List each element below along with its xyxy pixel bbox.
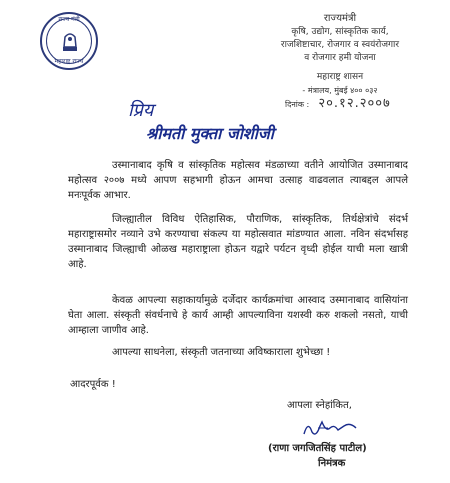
paragraph-4: आपल्या साधनेला, संस्कृती जतनाच्या अविष्काराला शुभेच्छा ! xyxy=(112,347,331,358)
seal-bottom-text: महाराष्ट्र राज्य xyxy=(54,58,84,65)
date-row xyxy=(285,93,391,111)
closing-regards: आपला स्नेहांकित, xyxy=(287,400,352,411)
date-value: २०.१२.२००७ xyxy=(318,96,391,111)
government-seal xyxy=(40,12,98,70)
letterhead-state: महाराष्ट्र शासन xyxy=(316,72,364,82)
paragraph-3: केवळ आपल्या सहाकार्यामुळे दर्जेदार कार्यक्रमांचा आस्वाद उस्मानाबाद वासियांना घेता आला. संस्कृती संवर्धनाचे हे कार्य आम्ही आपल्याविना यशस्वी करु शकलो नसतो, याची आम्हाला जाणीव आहे. xyxy=(68,295,408,336)
letterhead-portfolio-line1: कृषि, उद्योग, सांस्कृतिक कार्य, xyxy=(291,27,389,37)
seal-top-text: राज्य मंत्री xyxy=(58,16,80,23)
letterhead-portfolio-line3: व रोजगार हमी योजना xyxy=(304,53,376,63)
letterhead xyxy=(240,12,440,97)
addressee-name: श्रीमती मुक्ता जोशीजी xyxy=(146,124,274,143)
paragraph-1: उस्मानाबाद कृषि व सांस्कृतिक महोत्सव मंडळाच्या वतीने आयोजित उस्मानाबाद महोत्सव २००७ मध्ये आपण सहभागी होऊन आमचा उत्साह वाढवलात त्याबद्दल आपले मनःपूर्वक आभार. xyxy=(68,160,408,201)
date-label: दिनांक : xyxy=(285,100,310,109)
paragraph-5: आदरपूर्वक ! xyxy=(70,379,116,390)
letterhead-portfolio-line2: राजशिष्टाचार, रोजगार व स्वयंरोजगार xyxy=(280,40,400,50)
ashoka-emblem-icon xyxy=(60,29,80,53)
paragraph-2: जिल्ह्यातील विविध ऐतिहासिक, पौराणिक, सांस्कृतिक, तिर्थक्षेत्रांचे संदर्भ महाराष्ट्रासमोर नव्याने उभे करण्याचा संकल्प या महोत्सवात मांडण्यात आला. नविन संदर्भासह उस्मानाबाद जिल्ह्याची ओळख महाराष्ट्राला होऊन यद्वारे पर्यटन वृध्दी होईल याची मला खात्री आहे. xyxy=(68,214,408,270)
letterhead-address: - मंत्रालय, मुंबई ४०० ०३२ xyxy=(302,86,378,95)
signer-name: (राणा जगजितसिंह पाटील) xyxy=(268,443,367,454)
signer-role: निमंत्रक xyxy=(318,458,346,469)
salutation: प्रिय xyxy=(128,100,154,121)
handwritten-signature xyxy=(300,416,360,440)
letterhead-title: राज्यमंत्री xyxy=(323,13,357,24)
